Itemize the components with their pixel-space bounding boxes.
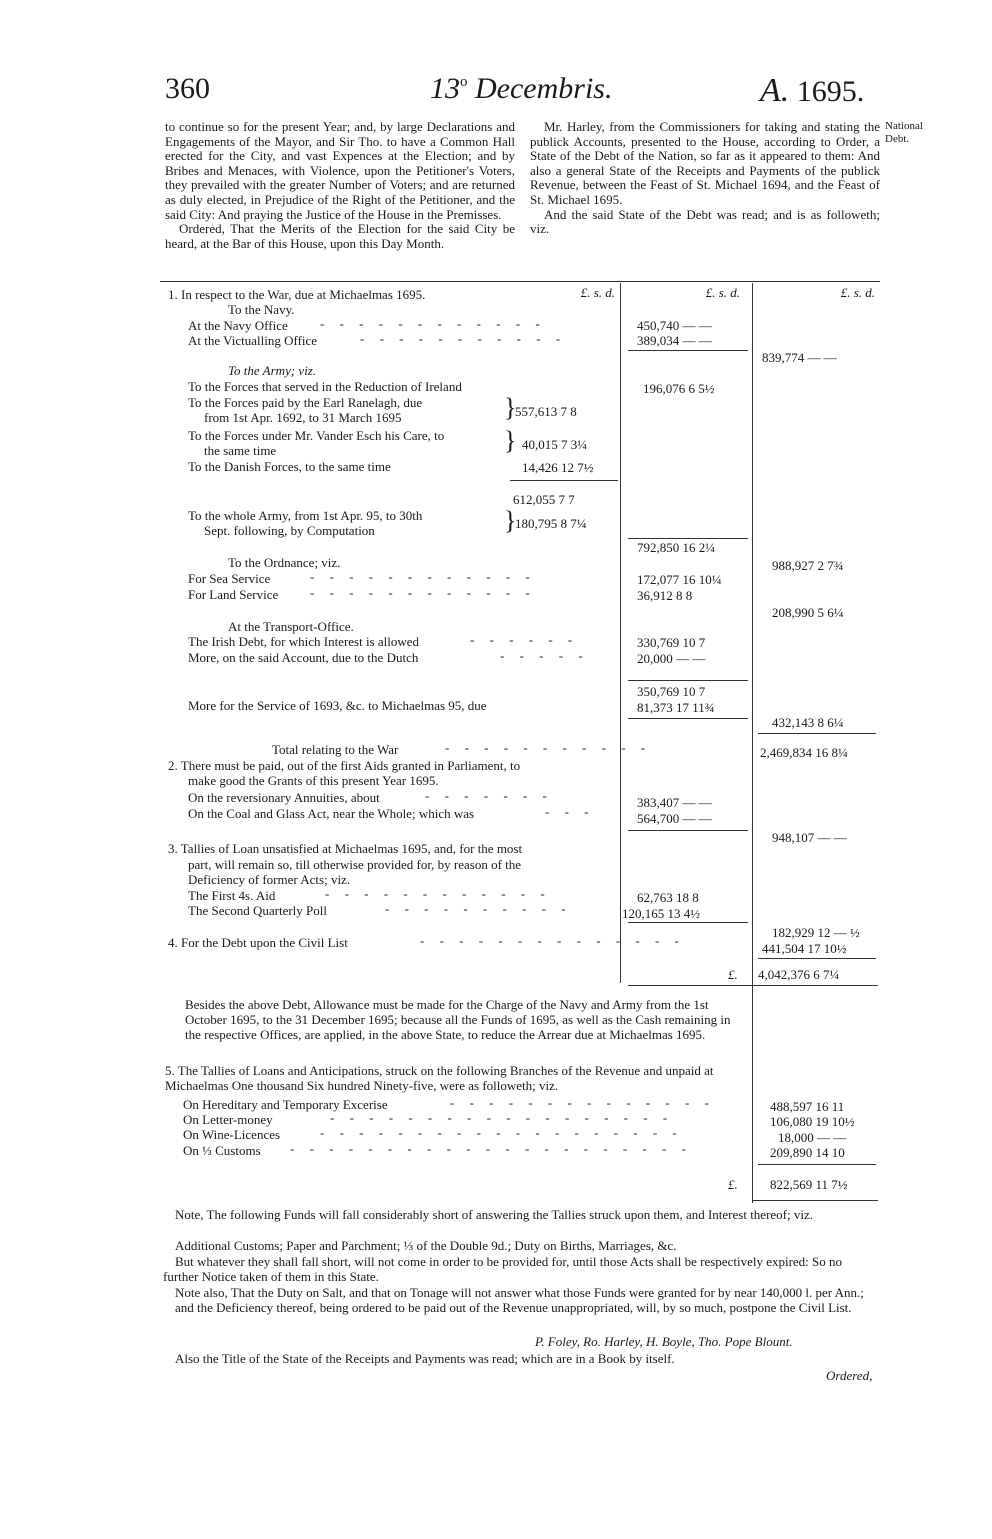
right-paragraph-2: And the said State of the Debt was read; and is as followeth; viz. xyxy=(530,206,880,237)
leader-dots: - - - - - - - - - - - - - - - - - - xyxy=(330,1110,674,1125)
row-4-value: 441,504 17 10½ xyxy=(762,941,847,956)
irish-debt-label: The Irish Debt, for which Interest is allowed xyxy=(188,634,420,649)
leader-dots: - - - xyxy=(545,804,595,819)
leader-dots: - - - - - - - - - - - - xyxy=(325,886,551,901)
army-total: 988,927 2 7¾ xyxy=(772,558,844,573)
whole-army-value: 180,795 8 7¼ xyxy=(515,516,587,531)
row-2-title-2: make good the Grants of this present Year 1695. xyxy=(188,773,439,788)
rule xyxy=(628,350,748,351)
note-3: But whatever they shall fall short, will not come in order to be provided for, until those Acts shall be respectively expired: So no further Notice taken of them in this State. xyxy=(163,1254,843,1284)
date-month: Decembris. xyxy=(475,72,613,105)
ranelagh-label-1: To the Forces paid by the Earl Ranelagh, due xyxy=(188,395,423,410)
coal-glass-value: 564,700 — — xyxy=(637,811,712,826)
row-5-title: 5. The Tallies of Loans and Anticipations, struck on the following Branches of the Revenue and unpaid at Michaelmas One thousand Six hundred Ninety-five, were as followeth; viz. xyxy=(165,1063,714,1093)
customs-value: 209,890 14 10 xyxy=(770,1145,845,1160)
note-2: Additional Customs; Paper and Parchment; ⅓ of the Double 9d.; Duty on Births, Marriages, &c. xyxy=(175,1238,677,1253)
date-superscript: o xyxy=(460,74,468,90)
grand-total: 4,042,376 6 7¼ xyxy=(758,967,840,982)
land-service-value: 36,912 8 8 xyxy=(637,588,693,603)
rule xyxy=(628,985,878,986)
wine-licences-label: On Wine-Licences xyxy=(183,1127,281,1142)
army-subtotal: 612,055 7 7 xyxy=(513,492,575,507)
ranelagh-value: 557,613 7 8 xyxy=(515,404,577,419)
ireland-value: 196,076 6 5½ xyxy=(643,381,715,396)
row-2-title-1: 2. There must be paid, out of the first Aids granted in Parliament, to xyxy=(168,758,521,773)
rule xyxy=(628,718,748,719)
besides-paragraph: Besides the above Debt, Allowance must be made for the Charge of the Navy and Army from the 1st October 1695, to the 31 December 1695; because all the Funds of 1695, as well as the Cash remaining in the respective Offices, are applied, in the above State, to reduce the Arrear due at Michaelmas 1695. xyxy=(185,997,731,1042)
leader-dots: - - - - - - - - - - - - xyxy=(320,316,546,331)
row-5-total: 822,569 11 7½ xyxy=(770,1177,848,1192)
col-head-2: £. s. d. xyxy=(705,285,740,300)
date-day: 13 xyxy=(430,72,460,105)
war-total-label: Total relating to the War xyxy=(272,742,399,757)
transport-subtotal: 350,769 10 7 xyxy=(637,684,706,699)
hereditary-label: On Hereditary and Temporary Excerise xyxy=(183,1097,388,1112)
leader-dots: - - - - - - - xyxy=(425,788,553,803)
ranelagh-label-2: from 1st Apr. 1692, to 31 March 1695 xyxy=(204,410,402,425)
hereditary-value: 488,597 16 11 xyxy=(770,1099,845,1114)
row-5-total-symbol: £. xyxy=(728,1177,738,1192)
rule-v1 xyxy=(620,283,621,983)
row-3-total: 182,929 12 — ½ xyxy=(772,925,860,940)
year-value: 1695. xyxy=(796,75,865,108)
navy-total: 839,774 — — xyxy=(762,350,837,365)
dutch-label: More, on the said Account, due to the Dutch xyxy=(188,650,419,665)
page-number: 360 xyxy=(165,72,210,105)
dutch-value: 20,000 — — xyxy=(637,651,706,666)
rule xyxy=(628,680,748,681)
sea-service-value: 172,077 16 10¼ xyxy=(637,572,722,587)
left-paragraph-1: to continue so for the present Year; and, by large Declarations and Engagements of the Mayor, and Sir Tho. to have a Common Hall erected for the City, and vast Expences at the Election; and by Bribes and Menaces, with Violence, upon the Petitioner's Voters, they prevailed with the greater Number of Voters; and are returned as duly elected, in Prejudice of the Right of the Petitioner, and the said City: And praying the Justice of the House in the Premisses. xyxy=(165,119,515,222)
vander-label-1: To the Forces under Mr. Vander Esch his Care, to xyxy=(188,428,445,443)
leader-dots: - - - - - - - - - - - - - - xyxy=(420,933,685,948)
right-paragraph-1: Mr. Harley, from the Commissioners for taking and stating the publick Accounts, presented to the House, according to Order, a State of the Debt of the Nation, so far as it appeared to them: And also a general State of the Receipts and Payments of the publick Revenue, between the Feast of St. Michael 1694, and the Feast of St. Michael 1695. xyxy=(530,119,880,207)
customs-label: On ⅓ Customs xyxy=(183,1143,261,1158)
rule-top xyxy=(160,281,880,282)
leader-dots: - - - - - - - - - - xyxy=(385,901,572,916)
brace: } xyxy=(504,393,517,422)
transport-heading: At the Transport-Office. xyxy=(228,619,354,634)
row-3-title-1: 3. Tallies of Loan unsatisfied at Michaelmas 1695, and, for the most xyxy=(168,841,523,856)
danish-value: 14,426 12 7½ xyxy=(522,460,594,475)
navy-office-label: At the Navy Office xyxy=(188,318,288,333)
year-prefix: A. xyxy=(760,72,790,109)
navy-office-value: 450,740 — — xyxy=(637,318,712,333)
transport-total: 432,143 8 6¼ xyxy=(772,715,844,730)
rule xyxy=(628,830,748,831)
leader-dots: - - - - - - - - - - - - xyxy=(310,569,536,584)
letter-money-value: 106,080 19 10½ xyxy=(770,1114,855,1129)
note-5: Also the Title of the State of the Receipts and Payments was read; which are in a Book by itself. xyxy=(175,1351,675,1366)
ordnance-heading: To the Ordnance; viz. xyxy=(228,555,341,570)
grand-total-symbol: £. xyxy=(728,967,738,982)
victualling-label: At the Victualling Office xyxy=(188,333,318,348)
signatures: P. Foley, Ro. Harley, H. Boyle, Tho. Pope Blount. xyxy=(535,1334,793,1349)
col-head-1: £. s. d. xyxy=(580,285,615,300)
rule-v2 xyxy=(752,283,753,1203)
margin-note: National Debt. xyxy=(885,120,923,145)
reversionary-value: 383,407 — — xyxy=(637,795,712,810)
coal-glass-label: On the Coal and Glass Act, near the Whole; which was xyxy=(188,806,475,821)
rule xyxy=(752,1200,878,1201)
note-4: Note also, That the Duty on Salt, and that on Tonage will not answer what those Funds were granted for by near 140,000 l. per Ann.; and the Deficiency thereof, being ordered to be paid out of the Revenue unappropriated, will, by so much, postpone the Civil List. xyxy=(175,1285,864,1315)
land-service-label: For Land Service xyxy=(188,587,279,602)
ireland-label: To the Forces that served in the Reduction of Ireland xyxy=(188,379,462,394)
leader-dots: - - - - - - - - - - - xyxy=(360,331,567,346)
row-1-title: 1. In respect to the War, due at Michaelmas 1695. xyxy=(168,287,426,302)
row-4-title: 4. For the Debt upon the Civil List xyxy=(168,935,348,950)
first-aid-value: 62,763 18 8 xyxy=(637,890,699,905)
sea-service-label: For Sea Service xyxy=(188,571,271,586)
ordnance-total: 208,990 5 6¼ xyxy=(772,605,844,620)
poll-value: 120,165 13 4½ xyxy=(622,906,700,921)
rule xyxy=(510,480,618,481)
note-1: Note, The following Funds will fall considerably short of answering the Tallies struck upon them, and Interest thereof; viz. xyxy=(175,1207,813,1222)
wine-licences-value: 18,000 — — xyxy=(778,1130,847,1145)
leader-dots: - - - - - xyxy=(500,648,589,663)
poll-label: The Second Quarterly Poll xyxy=(188,903,327,918)
whole-army-label-1: To the whole Army, from 1st Apr. 95, to 30th xyxy=(188,508,423,523)
vander-label-2: the same time xyxy=(204,443,277,458)
navy-heading: To the Navy. xyxy=(228,302,295,317)
left-paragraph-2: Ordered, That the Merits of the Election for the said City be heard, at the Bar of this House, upon this Day Month. xyxy=(165,221,515,251)
brace: } xyxy=(504,506,517,535)
rule xyxy=(758,958,876,959)
row-3-title-2: part, will remain so, till otherwise provided for, by reason of the xyxy=(188,857,522,872)
whole-army-label-2: Sept. following, by Computation xyxy=(204,523,375,538)
leader-dots: - - - - - - - - - - - - xyxy=(310,585,536,600)
brace: } xyxy=(504,426,517,455)
service-1693-value: 81,373 17 11¾ xyxy=(637,700,715,715)
first-aid-label: The First 4s. Aid xyxy=(188,888,276,903)
col-head-3: £. s. d. xyxy=(840,285,875,300)
leader-dots: - - - - - - - - - - - xyxy=(445,740,652,755)
victualling-value: 389,034 — — xyxy=(637,333,712,348)
row-3-title-3: Deficiency of former Acts; viz. xyxy=(188,872,351,887)
army-heading: To the Army; viz. xyxy=(228,363,317,378)
catchword: Ordered, xyxy=(826,1368,873,1383)
irish-debt-value: 330,769 10 7 xyxy=(637,635,706,650)
rule xyxy=(628,538,748,539)
rule xyxy=(628,922,748,923)
leader-dots: - - - - - - - - - - - - - - - - - - - xyxy=(320,1125,683,1140)
row-2-total: 948,107 — — xyxy=(772,830,847,845)
letter-money-label: On Letter-money xyxy=(183,1112,273,1127)
vander-value: 40,015 7 3¼ xyxy=(522,437,587,452)
service-1693-label: More for the Service of 1693, &c. to Michaelmas 95, due xyxy=(188,698,487,713)
leader-dots: - - - - - - - - - - - - - - xyxy=(450,1095,715,1110)
war-total-value: 2,469,834 16 8¼ xyxy=(760,745,848,760)
rule xyxy=(758,733,876,734)
army-sum: 792,850 16 2¼ xyxy=(637,540,715,555)
leader-dots: - - - - - - - - - - - - - - - - - - - - - xyxy=(290,1141,692,1156)
reversionary-label: On the reversionary Annuities, about xyxy=(188,790,380,805)
danish-label: To the Danish Forces, to the same time xyxy=(188,459,391,474)
rule xyxy=(758,1164,876,1165)
leader-dots: - - - - - - xyxy=(470,632,579,647)
